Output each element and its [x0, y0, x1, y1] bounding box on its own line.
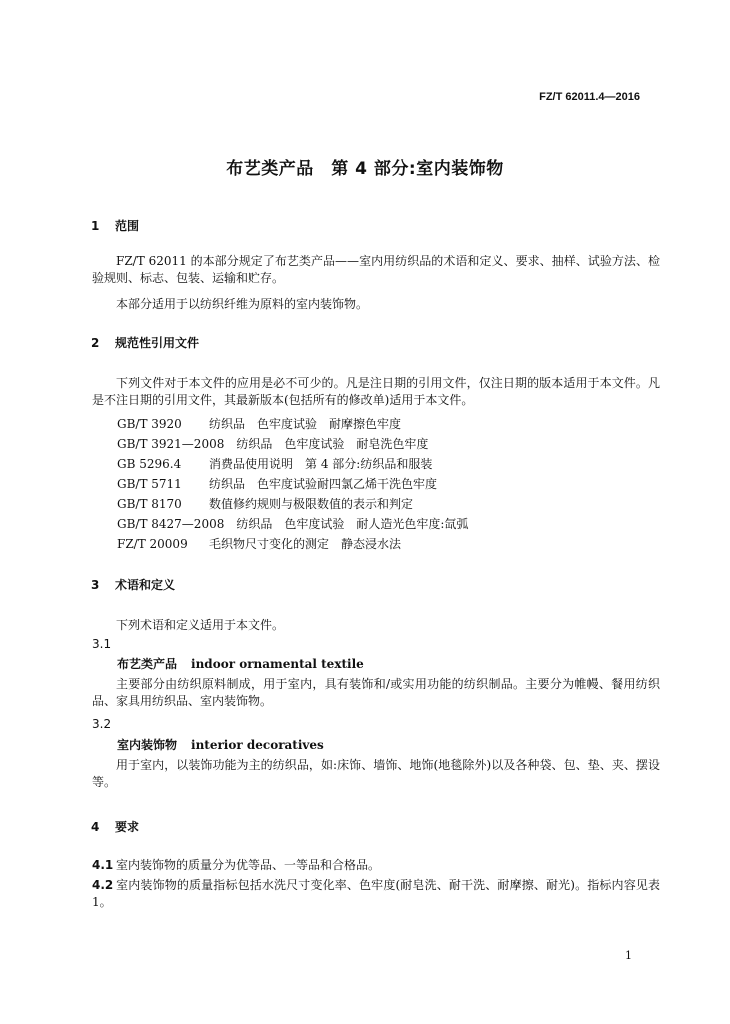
- reference-code: GB/T 5711: [117, 477, 182, 491]
- term-number: 3.2: [92, 717, 112, 731]
- term-chinese: 布艺类产品: [117, 657, 178, 671]
- requirement-text: 室内装饰物的质量指标包括水洗尺寸变化率、色牢度(耐皂洗、耐干洗、耐摩擦、耐光)。指标内容见表 1。: [92, 878, 660, 910]
- term-chinese: 室内装饰物: [117, 738, 178, 752]
- scope-paragraph-2: 本部分适用于以纺织纤维为原料的室内装饰物。: [116, 297, 369, 311]
- reference-title: 纺织品 色牢度试验 耐皂洗色牢度: [236, 437, 429, 451]
- requirement-item: [92, 877, 660, 912]
- normative-intro: 下列文件对于本文件的应用是必不可少的。凡是注日期的引用文件，仅注日期的版本适用于本文件。凡是不注日期的引用文件，其最新版本(包括所有的修改单)适用于本文件。: [92, 376, 660, 408]
- standard-code: FZ/T 62011.4—2016: [539, 91, 640, 103]
- scope-paragraph-1: FZ/T 62011 的本部分规定了布艺类产品——室内用纺织品的术语和定义、要求、抽样、试验方法、检验规则、标志、包装、运输和贮存。: [92, 254, 660, 286]
- document-title: 布艺类产品 第 4 部分:室内装饰物: [226, 159, 504, 179]
- requirement-number: 4.2: [92, 878, 114, 892]
- reference-title: 纺织品 色牢度试验 耐人造光色牢度:氙弧: [236, 517, 469, 531]
- section-heading-normative: [91, 335, 199, 352]
- reference-title: 毛织物尺寸变化的测定 静态浸水法: [209, 537, 402, 551]
- section-title: 规范性引用文件: [115, 336, 200, 350]
- reference-title: 纺织品 色牢度试验 耐摩擦色牢度: [209, 417, 402, 431]
- section-number: 2: [91, 336, 100, 350]
- section-title: 术语和定义: [115, 578, 176, 592]
- reference-title: 数值修约规则与极限数值的表示和判定: [209, 497, 414, 511]
- section-title: 范围: [115, 219, 140, 233]
- requirement-item: [92, 857, 660, 874]
- term-definition: 用于室内，以装饰功能为主的纺织品，如:床饰、墙饰、地饰(地毯除外)以及各种袋、包、垫、夹、摆设等。: [92, 758, 660, 790]
- term-definition: 主要部分由纺织原料制成，用于室内，具有装饰和/或实用功能的纺织制品。主要分为帷幔、餐用纺织品、家具用纺织品、室内装饰物。: [92, 677, 660, 709]
- term-english: interior decoratives: [191, 738, 324, 752]
- reference-item: [117, 496, 413, 513]
- term-entry: [117, 737, 324, 754]
- terms-intro: 下列术语和定义适用于本文件。: [116, 618, 285, 632]
- section-title: 要求: [115, 820, 140, 834]
- section-heading-scope: [91, 218, 139, 235]
- reference-code: GB/T 8170: [117, 497, 182, 511]
- section-number: 1: [91, 219, 100, 233]
- reference-item: [117, 476, 437, 493]
- reference-item: [117, 536, 401, 553]
- reference-item: [117, 456, 432, 473]
- reference-code: GB/T 8427—2008: [117, 517, 225, 531]
- section-number: 4: [91, 820, 100, 834]
- term-english: indoor ornamental textile: [191, 657, 364, 671]
- reference-item: [117, 436, 428, 453]
- reference-code: GB 5296.4: [117, 457, 182, 471]
- reference-code: GB/T 3920: [117, 417, 182, 431]
- section-heading-requirements: [91, 819, 139, 836]
- term-number: 3.1: [92, 637, 112, 651]
- reference-title: 纺织品 色牢度试验耐四氯乙烯干洗色牢度: [209, 477, 438, 491]
- section-heading-terms: [91, 577, 175, 594]
- page-number: 1: [625, 949, 632, 963]
- reference-code: GB/T 3921—2008: [117, 437, 225, 451]
- requirement-text: 室内装饰物的质量分为优等品、一等品和合格品。: [116, 858, 381, 872]
- reference-code: FZ/T 20009: [117, 537, 188, 551]
- reference-item: [117, 416, 401, 433]
- reference-item: [117, 516, 468, 533]
- requirement-number: 4.1: [92, 858, 114, 872]
- section-number: 3: [91, 578, 100, 592]
- term-entry: [117, 656, 364, 673]
- reference-title: 消费品使用说明 第 4 部分:纺织品和服装: [209, 457, 433, 471]
